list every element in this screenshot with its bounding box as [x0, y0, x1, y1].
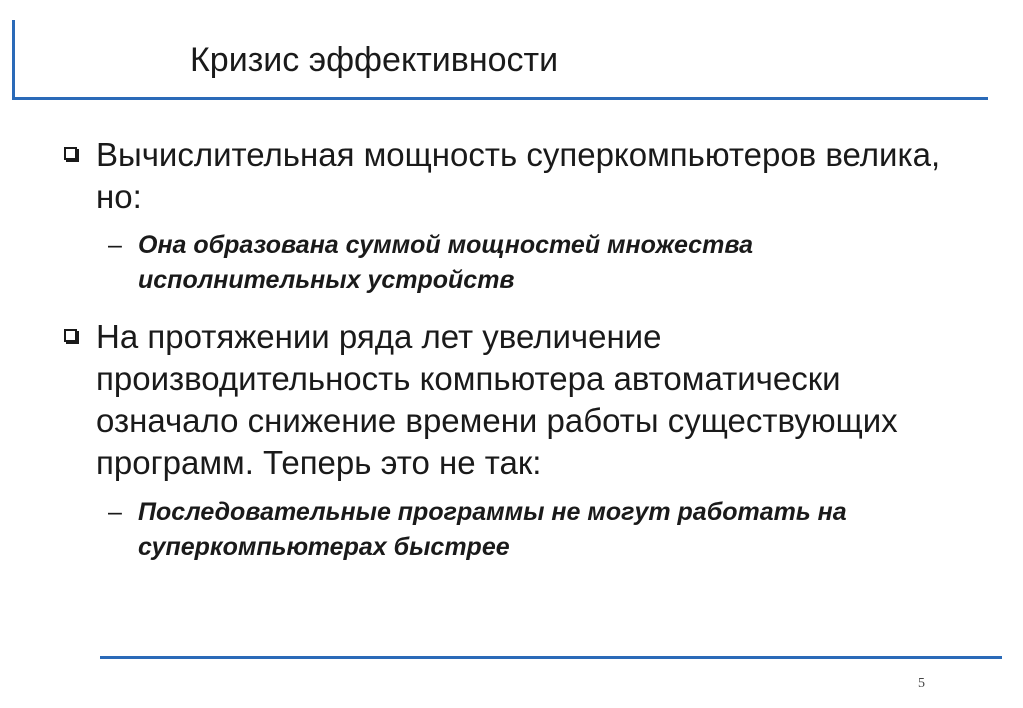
title-left-rule	[12, 20, 15, 100]
slide-title: Кризис эффективности	[190, 41, 559, 79]
title-underline-rule	[12, 97, 988, 100]
dash-bullet-icon: –	[108, 498, 122, 526]
bullet-text: Вычислительная мощность суперкомпьютеров велика, но:	[96, 136, 941, 215]
bullet-text: На протяжении ряда лет увеличение производительность компьютера автоматически означало снижение времени работы существующих программ. Теперь это не так:	[96, 318, 898, 481]
dash-bullet-icon: –	[108, 231, 122, 259]
sub-bullet-text: Она образована суммой мощностей множества исполнительных устройств	[138, 231, 753, 294]
square-bullet-icon	[64, 147, 77, 160]
square-bullet-icon	[64, 329, 77, 342]
page-number: 5	[918, 676, 925, 691]
footer-rule	[100, 656, 1002, 659]
sub-bullet-text: Последовательные программы не могут работать на суперкомпьютерах быстрее	[138, 498, 847, 561]
